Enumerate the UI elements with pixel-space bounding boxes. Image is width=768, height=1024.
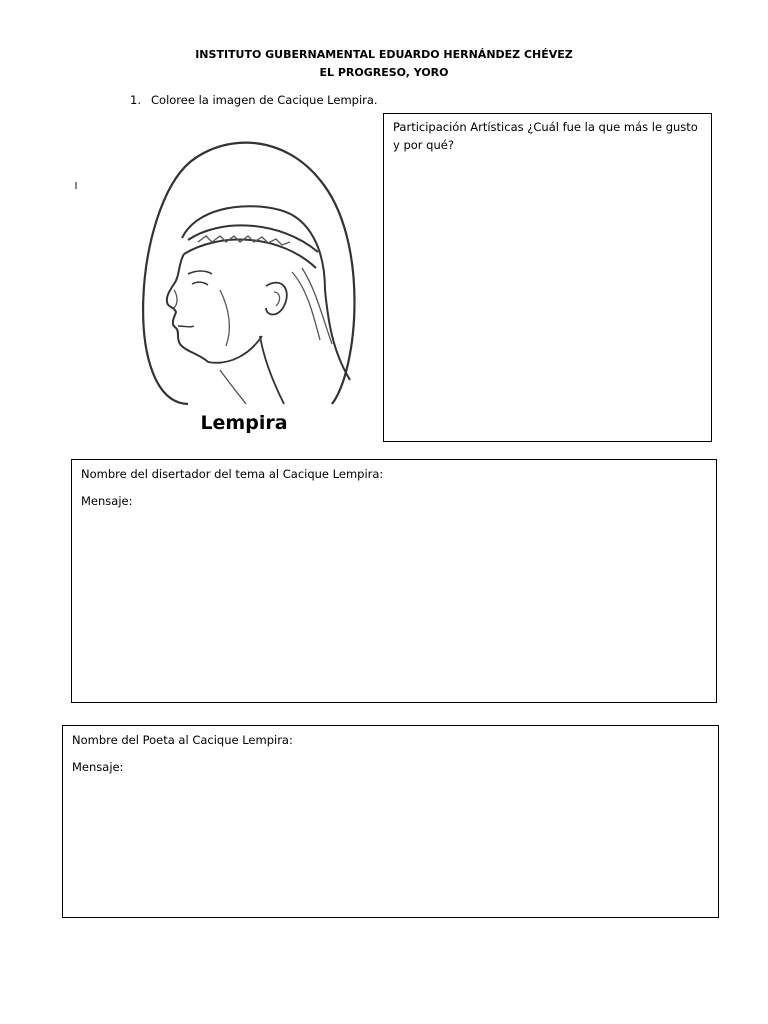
portrait-caption: Lempira xyxy=(200,412,288,434)
poeta-message-label: Mensaje: xyxy=(72,760,124,774)
art-participation-question: Participación Artísticas ¿Cuál fue la que más le gusto y por qué? xyxy=(393,120,698,152)
school-name: INSTITUTO GUBERNAMENTAL EDUARDO HERNÁNDEZ CHÉVEZ xyxy=(195,48,573,61)
disertador-message-label: Mensaje: xyxy=(81,494,133,508)
disertador-name-label: Nombre del disertador del tema al Cacique Lempira: xyxy=(81,467,384,481)
instruction-number: 1. xyxy=(130,93,141,107)
lempira-portrait-drawing xyxy=(70,140,370,410)
instruction-item xyxy=(130,92,378,108)
poeta-answer-box[interactable] xyxy=(62,725,719,918)
disertador-answer-box[interactable] xyxy=(71,459,717,703)
instruction-text: Coloree la imagen de Cacique Lempira. xyxy=(151,93,378,107)
school-location: EL PROGRESO, YORO xyxy=(319,66,449,79)
art-participation-answer-box[interactable] xyxy=(383,113,712,442)
poeta-name-label: Nombre del Poeta al Cacique Lempira: xyxy=(72,733,293,747)
